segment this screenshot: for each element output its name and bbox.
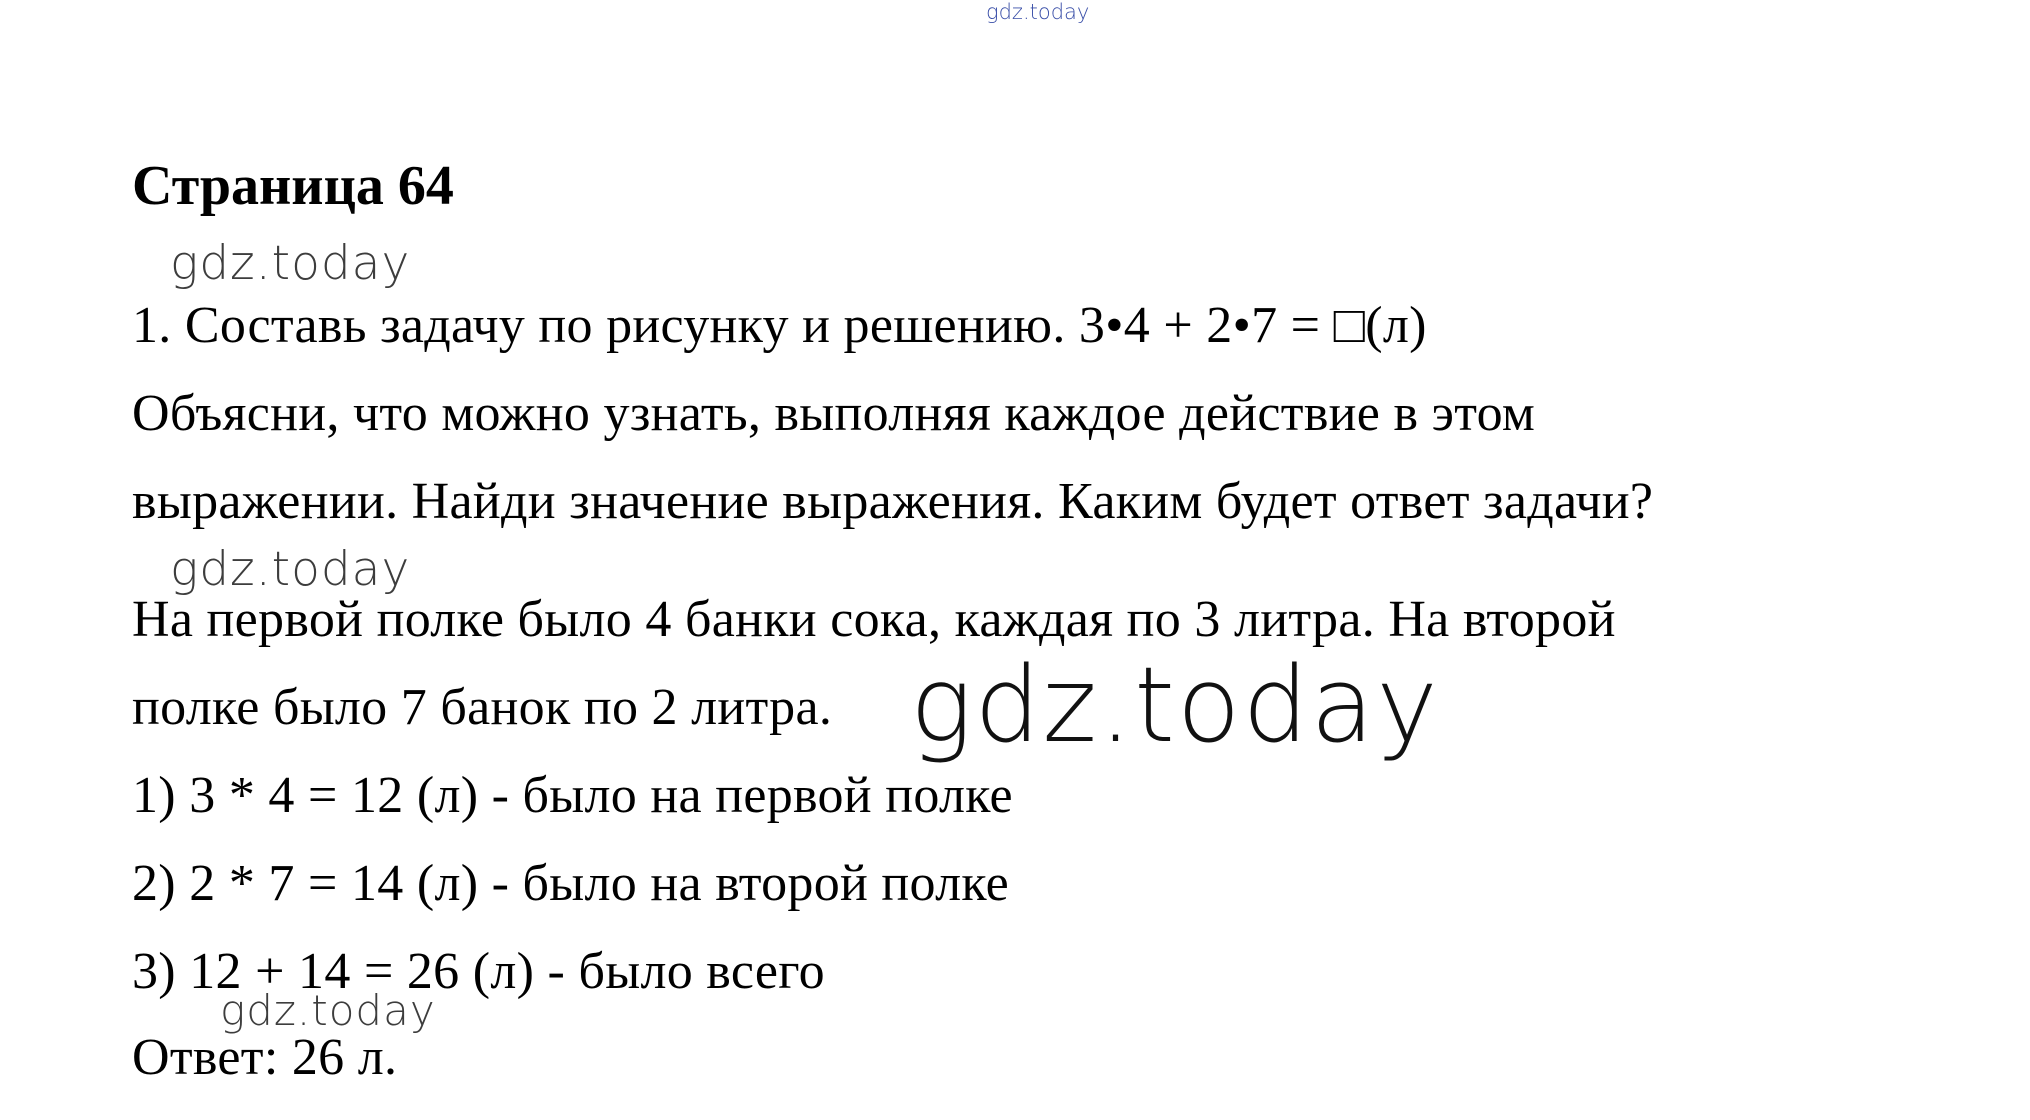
- story-line-2: полке было 7 банок по 2 литра.: [132, 679, 833, 736]
- solution-step-3: 3) 12 + 14 = 26 (л) - было всего: [132, 943, 825, 1000]
- watermark-1: gdz.today: [170, 236, 411, 291]
- task-line-2: Объясни, что можно узнать, выполняя каждое действие в этом: [132, 385, 1536, 442]
- watermark-3: gdz.today: [220, 986, 436, 1035]
- solution-step-1: 1) 3 * 4 = 12 (л) - было на первой полке: [132, 767, 1013, 824]
- watermark-big: gdz.today: [910, 644, 1440, 766]
- task-statement: 1. Составь задачу по рисунку и решению. 3•4 + 2•7 = □(л): [132, 297, 1427, 354]
- story-line-1: На первой полке было 4 банки сока, каждая по 3 литра. На второй: [132, 591, 1616, 648]
- solution-step-2: 2) 2 * 7 = 14 (л) - было на второй полке: [132, 855, 1010, 912]
- task-line-3: выражении. Найди значение выражения. Каким будет ответ задачи?: [132, 473, 1654, 530]
- page-title: Страница 64: [132, 155, 454, 217]
- watermark-top: gdz.today: [986, 0, 1090, 24]
- watermark-2: gdz.today: [170, 542, 411, 597]
- answer: Ответ: 26 л.: [132, 1029, 398, 1086]
